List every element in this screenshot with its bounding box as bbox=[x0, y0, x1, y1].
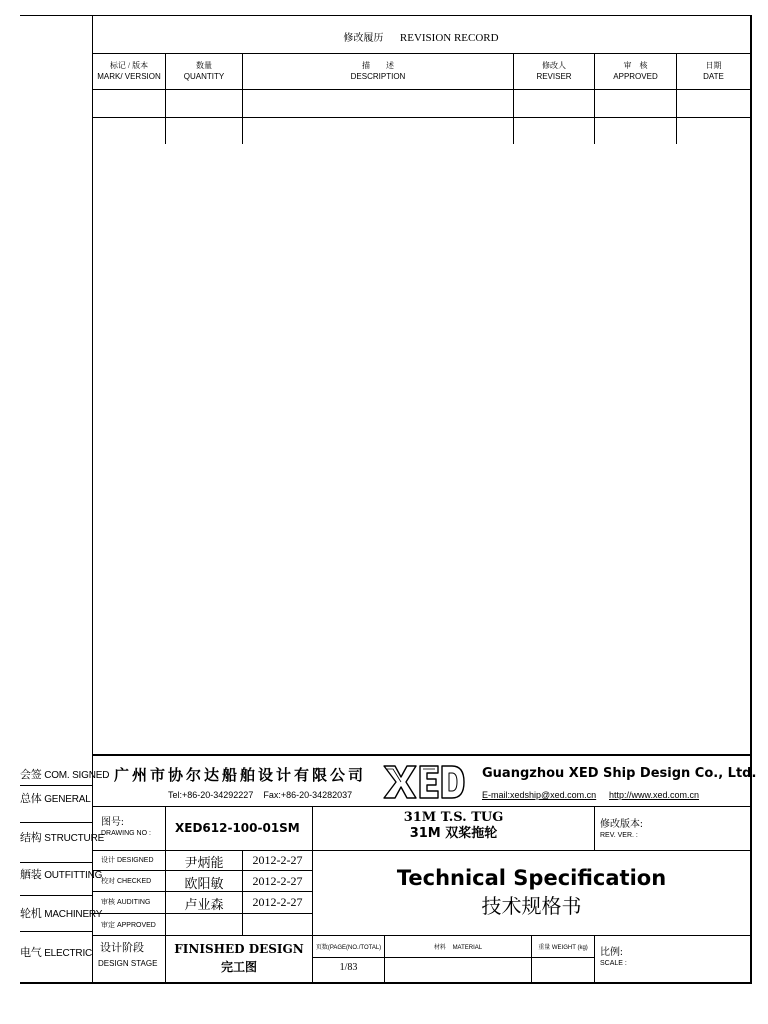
signoff-auditing-label bbox=[101, 897, 150, 907]
revision-title-en: REVISION RECORD bbox=[399, 32, 499, 44]
company-tel: Tel:+86-20-34292227 bbox=[168, 790, 254, 800]
weight-label bbox=[532, 942, 594, 951]
side-divider bbox=[20, 785, 92, 786]
company-logo bbox=[380, 762, 466, 802]
signoff-auditing-label-en: AUDITING bbox=[116, 899, 151, 906]
frame-right-line bbox=[750, 15, 752, 983]
title-block-line bbox=[92, 935, 750, 936]
signoff-checked-label bbox=[101, 876, 151, 886]
col-date-cn: 日期 bbox=[705, 61, 722, 70]
revision-col-quantity bbox=[166, 60, 242, 82]
title-block-line bbox=[312, 957, 594, 958]
side-label-outfitting-cn: 舾装 bbox=[20, 869, 42, 881]
side-label-com-signed-cn: 会签 bbox=[20, 769, 42, 781]
col-quantity-cn: 数量 bbox=[196, 61, 212, 70]
side-label-com-signed-en: COM. SIGNED bbox=[44, 770, 110, 781]
document-title-en: Technical Specification bbox=[396, 866, 667, 890]
company-email-link[interactable]: E-mail:xedship@xed.com.cn bbox=[482, 790, 597, 800]
frame-top-line bbox=[20, 15, 751, 16]
scale-label-en: SCALE : bbox=[600, 960, 627, 967]
side-divider bbox=[20, 822, 92, 823]
page-count-label-en: (PAGE(NO./TOTAL) bbox=[327, 945, 382, 951]
side-label-general-cn: 总体 bbox=[20, 793, 42, 805]
col-reviser-cn: 修改人 bbox=[542, 61, 566, 70]
side-label-structure bbox=[20, 829, 104, 845]
signoff-designed-date: 2012-2-27 bbox=[252, 853, 303, 867]
revision-version-label-en: REV. VER. : bbox=[600, 832, 638, 839]
company-name-cn: 广州市协尔达船舶设计有限公司 bbox=[114, 766, 367, 784]
design-stage-label-cn: 设计阶段 bbox=[100, 942, 144, 954]
col-mark-en: MARK/ VERSION bbox=[97, 72, 161, 81]
side-divider bbox=[20, 931, 92, 932]
page-count-label-cn: 页数 bbox=[315, 945, 328, 951]
side-label-machinery-en: MACHINERY bbox=[44, 909, 103, 920]
signoff-checked-name: 欧阳敏 bbox=[184, 876, 224, 891]
side-label-outfitting-en: OUTFITTING bbox=[44, 870, 103, 881]
design-stage-label bbox=[98, 941, 157, 971]
col-date-en: DATE bbox=[703, 72, 724, 81]
company-website-link[interactable]: http://www.xed.com.cn bbox=[609, 790, 700, 800]
company-name-en: Guangzhou XED Ship Design Co., Ltd. bbox=[482, 766, 757, 781]
signoff-checked-date: 2012-2-27 bbox=[252, 874, 303, 888]
revision-row-line-1 bbox=[92, 89, 750, 90]
weight-label-en: WEIGHT (kg) bbox=[551, 945, 588, 951]
scale-label-cn: 比例: bbox=[600, 947, 623, 958]
side-label-structure-en: STRUCTURE bbox=[44, 833, 105, 844]
material-label-en: MATERIAL bbox=[452, 945, 483, 951]
side-label-electric-en: ELECTRIC bbox=[44, 948, 93, 959]
signoff-designed-name: 尹炳能 bbox=[184, 855, 224, 870]
page-count-value: 1/83 bbox=[339, 962, 358, 973]
signoff-approved-label-en: APPROVED bbox=[116, 922, 156, 929]
drawing-number-label-en: DRAWING NO : bbox=[101, 830, 151, 837]
col-reviser-en: REVISER bbox=[536, 72, 572, 81]
revision-row-line-2 bbox=[92, 117, 750, 118]
drawing-number: XED612-100-01SM bbox=[175, 821, 300, 835]
col-approved-cn: 审 核 bbox=[623, 61, 648, 70]
side-label-electric bbox=[20, 944, 92, 960]
side-label-general bbox=[20, 790, 91, 806]
design-stage-value bbox=[166, 940, 312, 976]
signoff-checked-label-en: CHECKED bbox=[116, 878, 152, 885]
revision-header-line bbox=[92, 53, 750, 54]
title-block-divider bbox=[594, 806, 595, 850]
revision-col-date bbox=[677, 60, 750, 82]
drawing-number-label bbox=[101, 817, 151, 839]
title-block-top-line bbox=[92, 754, 752, 756]
company-fax: Fax:+86-20-34282037 bbox=[263, 790, 353, 800]
title-block-line bbox=[92, 913, 312, 914]
col-description-cn: 描 述 bbox=[362, 61, 394, 70]
signoff-auditing-date: 2012-2-27 bbox=[252, 895, 303, 909]
document-title-cn: 技术规格书 bbox=[481, 894, 582, 918]
design-stage-value-cn: 完工图 bbox=[220, 960, 257, 974]
signoff-approved-label bbox=[101, 920, 156, 930]
side-label-outfitting bbox=[20, 866, 102, 882]
col-quantity-en: QUANTITY bbox=[183, 72, 225, 81]
side-label-machinery-cn: 轮机 bbox=[20, 908, 42, 920]
design-stage-value-en: FINISHED DESIGN bbox=[174, 942, 304, 956]
title-block-line bbox=[92, 806, 750, 807]
col-mark-cn: 标记 / 版本 bbox=[109, 61, 149, 70]
side-label-structure-cn: 结构 bbox=[20, 832, 42, 844]
col-description-en: DESCRIPTION bbox=[350, 72, 406, 81]
document-title bbox=[313, 864, 750, 920]
revision-version-label-cn: 修改版本: bbox=[600, 819, 643, 830]
weight-label-cn: 重量 bbox=[538, 945, 551, 951]
side-divider bbox=[20, 862, 92, 863]
revision-col-mark bbox=[93, 60, 165, 82]
title-block-line bbox=[92, 850, 750, 851]
drawing-number-label-cn: 图号: bbox=[101, 817, 124, 828]
material-label bbox=[385, 942, 531, 951]
signoff-auditing-label-cn: 审核 bbox=[101, 898, 115, 906]
revision-col-reviser bbox=[514, 60, 594, 82]
signoff-designed-label bbox=[101, 855, 154, 865]
scale-label bbox=[600, 947, 627, 969]
design-stage-label-en: DESIGN STAGE bbox=[98, 959, 158, 968]
vessel-name-cn: 31M 双桨拖轮 bbox=[409, 826, 498, 841]
revision-title-cn: 修改履历 bbox=[343, 33, 384, 44]
signoff-designed-label-en: DESIGNED bbox=[116, 857, 154, 864]
vessel-name bbox=[313, 810, 594, 842]
side-label-general-en: GENERAL bbox=[44, 794, 91, 805]
page-count-label bbox=[313, 942, 384, 951]
side-divider bbox=[20, 895, 92, 896]
side-label-com-signed bbox=[20, 766, 109, 782]
side-label-machinery bbox=[20, 905, 102, 921]
signoff-approved-label-cn: 审定 bbox=[101, 921, 115, 929]
signoff-auditing-name: 卢业森 bbox=[184, 897, 224, 912]
col-approved-en: APPROVED bbox=[613, 72, 658, 81]
side-label-electric-cn: 电气 bbox=[20, 947, 42, 959]
vessel-name-en: 31M T.S. TUG bbox=[403, 810, 504, 825]
revision-version-label bbox=[600, 819, 643, 841]
signoff-designed-label-cn: 设计 bbox=[101, 856, 115, 864]
revision-col-description bbox=[243, 60, 513, 82]
frame-bottom-line bbox=[20, 982, 752, 984]
signoff-checked-label-cn: 校对 bbox=[101, 877, 115, 885]
material-label-cn: 材料 bbox=[433, 945, 446, 951]
title-block-divider bbox=[594, 935, 595, 982]
company-phone-line bbox=[168, 790, 352, 800]
revision-title bbox=[92, 29, 750, 44]
revision-col-approved bbox=[595, 60, 676, 82]
